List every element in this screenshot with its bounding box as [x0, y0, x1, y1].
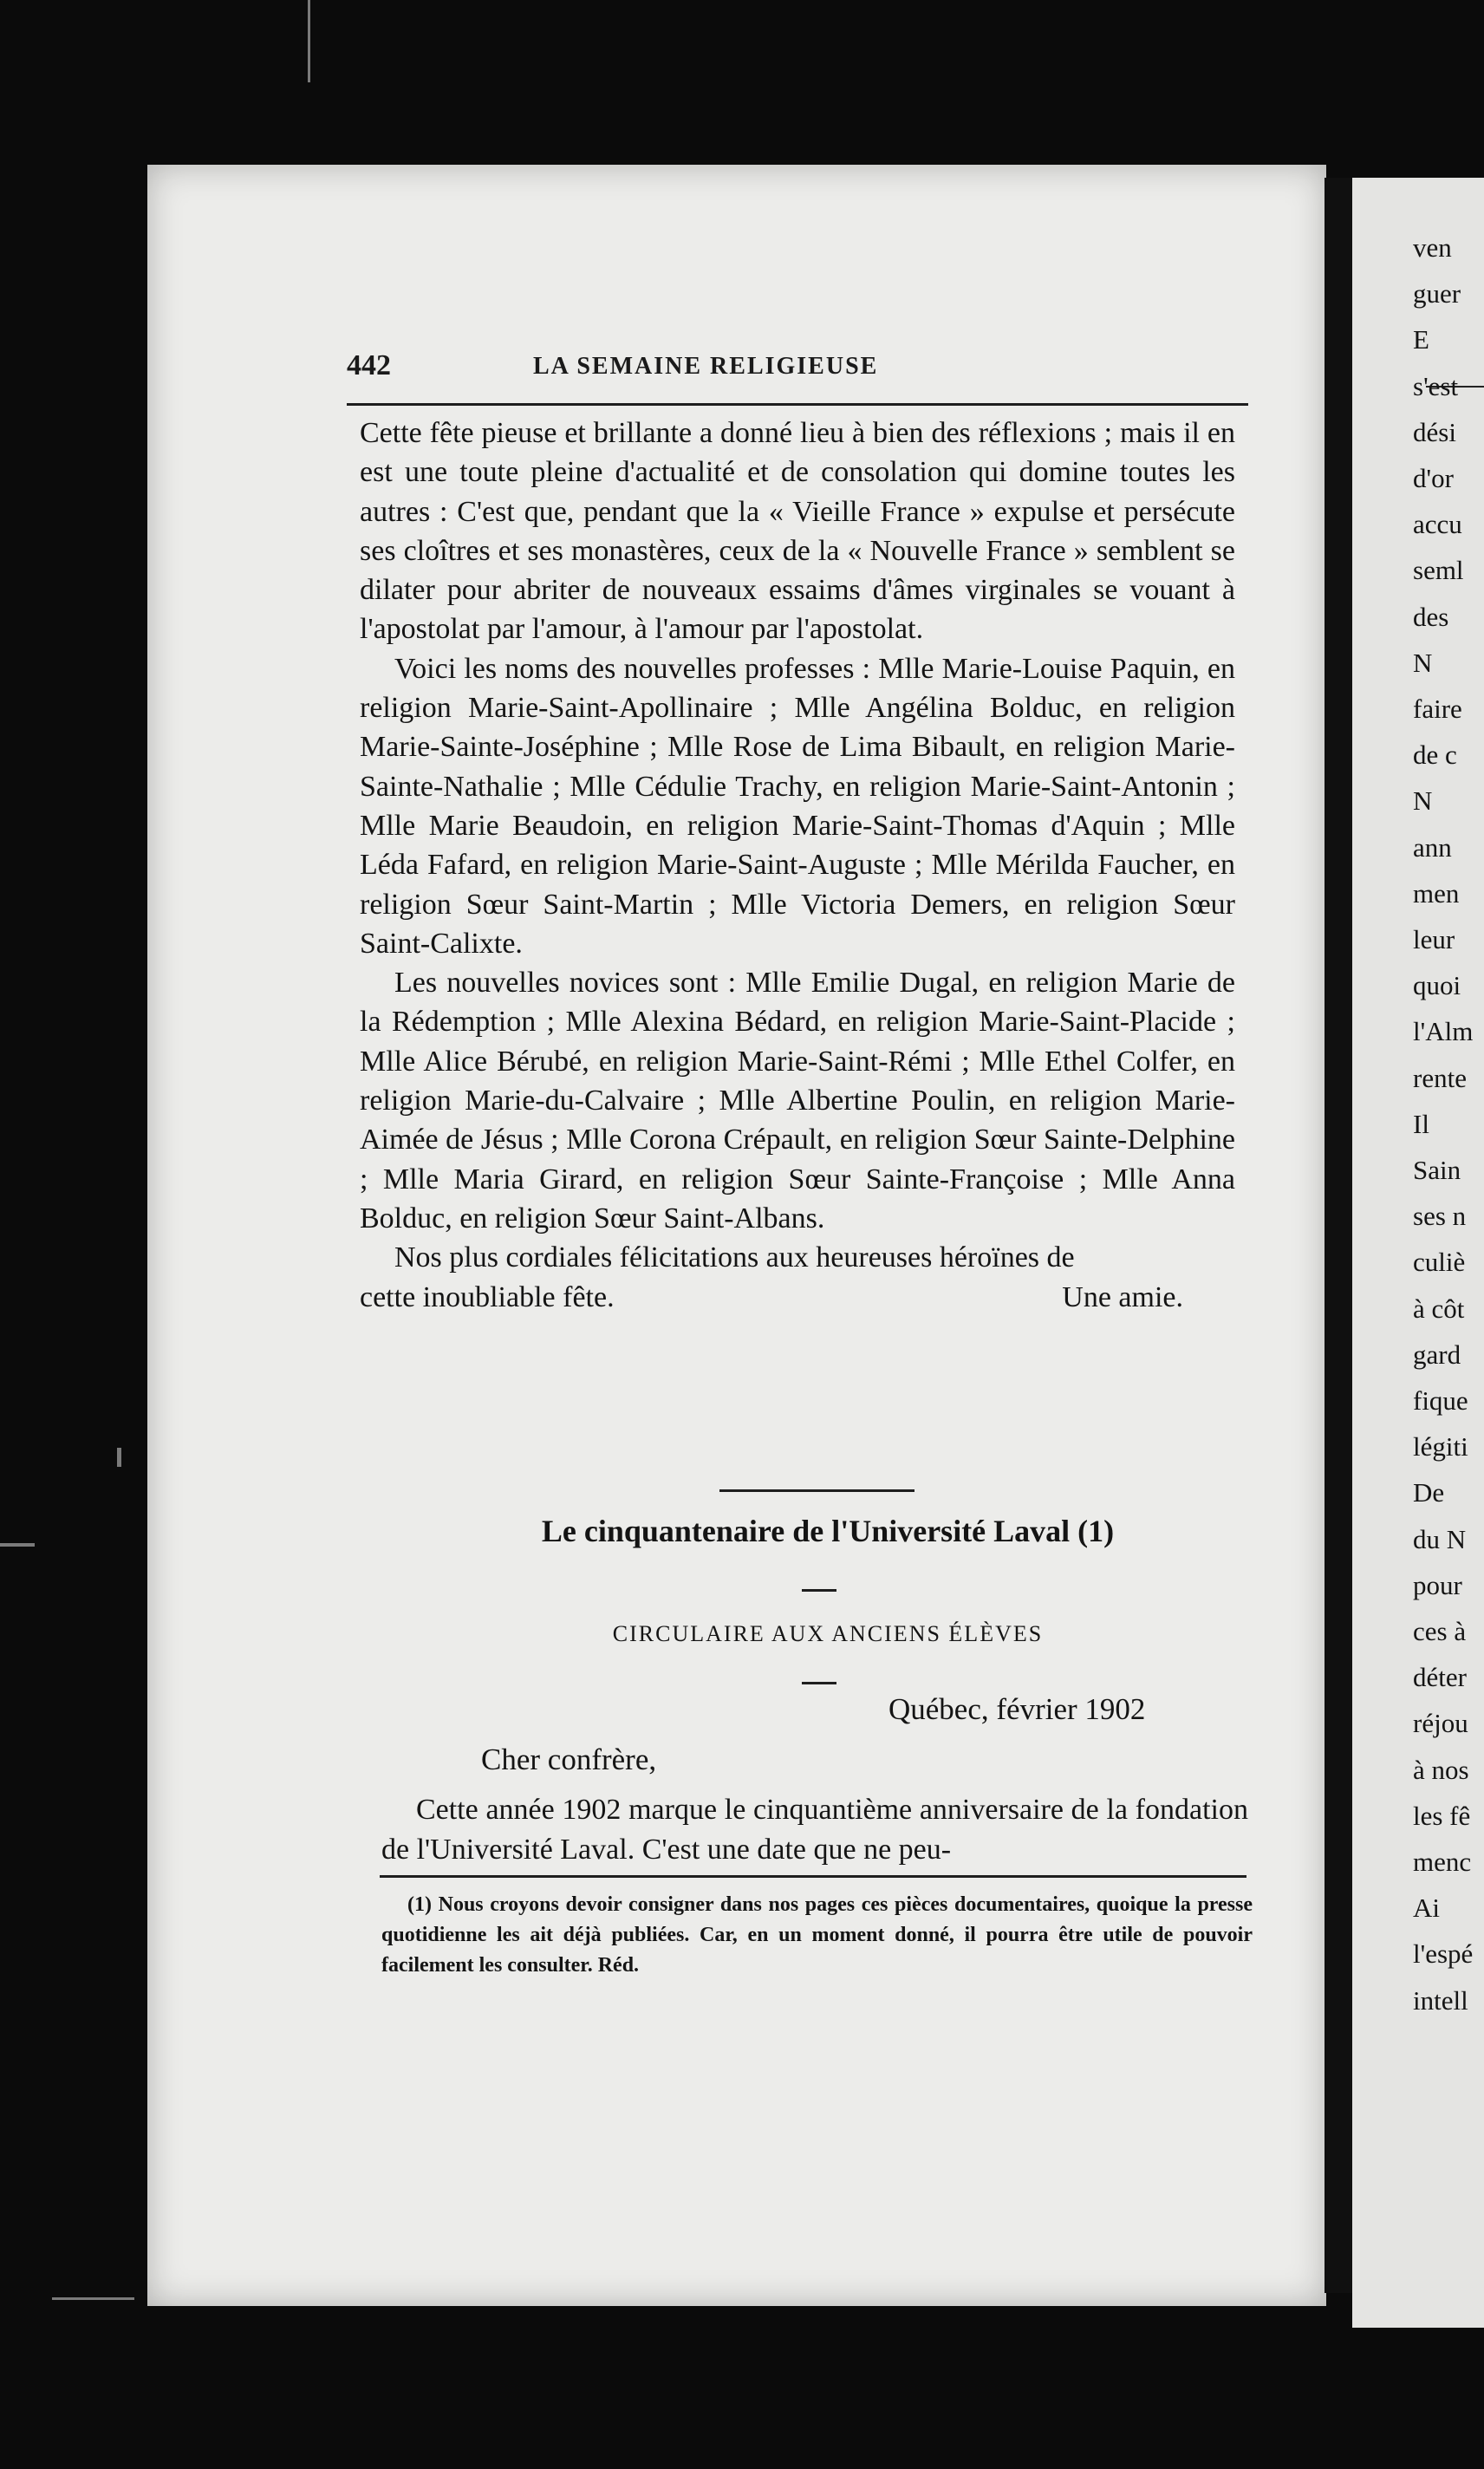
next-page-line: De [1413, 1477, 1445, 1508]
next-page-line: ces à [1413, 1616, 1467, 1646]
dateline: Québec, février 1902 [888, 1692, 1146, 1726]
scan-speck [0, 1543, 35, 1547]
article-title: Le cinquantenaire de l'Université Laval (1) [541, 1514, 1115, 1548]
next-page-line: culiè [1413, 1247, 1466, 1278]
scan-speck [117, 1448, 121, 1467]
next-page-line: ann [1413, 831, 1452, 863]
next-page-line: des [1413, 601, 1449, 632]
next-page-line: déter [1413, 1662, 1467, 1693]
next-page-line: accu [1413, 509, 1462, 540]
scan-speck [52, 2297, 134, 2300]
paragraph: Cette fête pieuse et brillante a donné lieu à bien des réflexions ; mais il en est une toute pleine d'actualité et de consolation qui domine toutes les autres : C'est que, pendant que la « Vieille France » expulse et persécute ses cloîtres et ses monastères, ceux de la « Nouvelle France » semblent se dilater pour abriter de nouveaux essaims d'âmes virginales se vouant à l'apostolat par l'amour, à l'amour par l'apostolat. [360, 417, 1235, 646]
scan-speck [308, 0, 310, 82]
signature: Une amie. [1062, 1280, 1183, 1313]
title-dash [802, 1589, 836, 1592]
next-page-line: men [1413, 877, 1460, 909]
next-page-line: légiti [1413, 1431, 1468, 1463]
next-page-line: faire [1413, 694, 1462, 724]
next-page-line: N [1413, 785, 1433, 817]
paragraph: Voici les noms des nouvelles professes : Mlle Marie-Louise Paquin, en religion Marie-Saint-Apollinaire ; Mlle Angélina Bolduc, en religion Marie-Sainte-Joséphine ; Mlle Rose de Lima Bibault, en religion Marie-Sainte-Nathalie ; Mlle Cédulie Trachy, en religion Marie-Saint-Antonin ; Mlle Marie Beaudoin, en religion Marie-Saint-Thomas d'Aquin ; Mlle Léda Fafard, en religion Marie-Saint-Auguste ; Mlle Mérilda Faucher, en religion Sœur Saint-Martin ; Mlle Victoria Demers, en religion Sœur Saint-Calixte. [360, 652, 1235, 960]
next-page-line: Il [1413, 1108, 1429, 1139]
next-page-line: menc [1413, 1847, 1472, 1877]
next-page-line: Ai [1413, 1892, 1440, 1924]
letter-body: Cette année 1902 marque le cinquantième anniversaire de la fondation de l'Université Laval. C'est une date que ne peu- [381, 1794, 1248, 1866]
running-head: LA SEMAINE RELIGIEUSE [533, 353, 879, 380]
next-page-line: l'Alm [1413, 1016, 1474, 1047]
closing-line-row [360, 1278, 1235, 1317]
next-page-line: ses n [1413, 1201, 1467, 1232]
body-text [360, 414, 1235, 1317]
next-page-line: seml [1413, 555, 1464, 586]
next-page-line: réjou [1413, 1708, 1468, 1739]
next-page-line: Sain [1413, 1155, 1461, 1185]
footnote-rule [380, 1875, 1246, 1878]
header-rule [347, 403, 1248, 406]
next-page-line: E [1413, 324, 1429, 355]
next-page-line: à côt [1413, 1293, 1465, 1324]
next-page-line: ven [1413, 232, 1452, 263]
paragraph: Nos plus cordiales félicitations aux heureuses héroïnes de [394, 1241, 1075, 1274]
next-page-line: de c [1413, 739, 1457, 771]
next-page-line: s'est [1413, 370, 1459, 401]
page-number: 442 [347, 349, 391, 381]
closing-line: cette inoubliable fête. [360, 1280, 615, 1313]
subtitle-dash [802, 1682, 836, 1684]
next-page-line: l'espé [1413, 1938, 1474, 1970]
next-page-line: rente [1413, 1062, 1467, 1093]
section-separator [719, 1489, 914, 1492]
next-page-line: dési [1413, 416, 1456, 447]
next-page-line: leur [1413, 924, 1455, 954]
article-subtitle: CIRCULAIRE AUX ANCIENS ÉLÈVES [612, 1621, 1044, 1646]
next-page-line: N [1413, 647, 1433, 678]
next-page-line: les fê [1413, 1800, 1471, 1831]
next-page-line: quoi [1413, 970, 1461, 1001]
next-page-line: d'or [1413, 463, 1454, 493]
page-header [347, 349, 1248, 393]
next-page-edge [1352, 178, 1484, 2328]
next-page-line: guer [1413, 278, 1461, 309]
footnote: (1) Nous croyons devoir consigner dans nos pages ces pièces documentaires, quoique la presse quotidienne les ait déjà publiées. Car, en un moment donné, il pourra être utile de pouvoir facilement les consulter. Réd. [381, 1893, 1253, 1977]
page-gutter [1325, 178, 1352, 2293]
salutation: Cher confrère, [481, 1743, 657, 1776]
next-page-line: gard [1413, 1339, 1461, 1370]
next-page-line: du N [1413, 1523, 1467, 1554]
next-page-line: à nos [1413, 1754, 1469, 1785]
next-page-line: pour [1413, 1569, 1462, 1600]
next-page-line: fique [1413, 1385, 1468, 1416]
paragraph: Les nouvelles novices sont : Mlle Emilie Dugal, en religion Marie de la Rédemption ; Mlle Alexina Bédard, en religion Marie-Saint-Placide ; Mlle Alice Bérubé, en religion Marie-Saint-Rémi ; Mlle Ethel Colfer, en religion Marie-du-Calvaire ; Mlle Albertine Poulin, en religion Marie-Aimée de Jésus ; Mlle Corona Crépault, en religion Sœur Sainte-Delphine ; Mlle Maria Girard, en religion Sœur Sainte-Françoise ; Mlle Anna Bolduc, en religion Sœur Saint-Albans. [360, 967, 1235, 1234]
next-page-line: intell [1413, 1984, 1468, 2016]
